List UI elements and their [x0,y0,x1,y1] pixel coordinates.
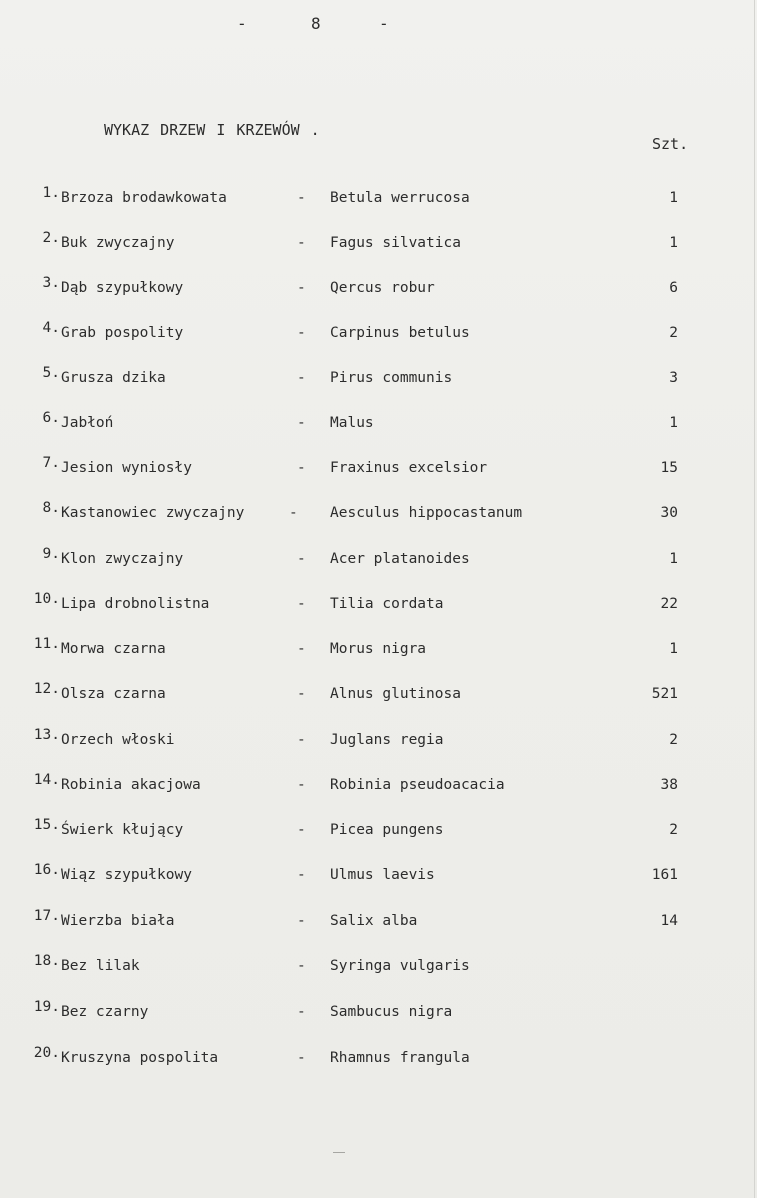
separator-dash: - [289,505,298,521]
latin-name: Fagus silvatica [330,235,461,251]
item-number: 12. [33,681,60,697]
footer-mark [333,1152,345,1153]
separator-dash: - [297,641,306,657]
list-item [0,862,757,891]
separator-dash: - [297,686,306,702]
polish-name: Bez lilak [61,958,140,974]
latin-name: Qercus robur [330,280,435,296]
separator-dash: - [297,370,306,386]
separator-dash: - [297,190,306,206]
polish-name: Klon zwyczajny [61,551,184,567]
separator-dash: - [297,280,306,296]
quantity: 2 [669,325,678,341]
polish-name: Brzoza brodawkowata [61,190,227,206]
latin-name: Aesculus hippocastanum [330,505,523,521]
quantity: 161 [651,867,678,883]
separator-dash: - [297,415,306,431]
list-item [0,275,757,304]
quantity: 38 [660,777,678,793]
latin-name: Robinia pseudoacacia [330,777,505,793]
latin-name: Morus nigra [330,641,427,657]
item-number: 16. [33,862,60,878]
item-number: 11. [33,636,60,652]
polish-name: Buk zwyczajny [61,235,175,251]
latin-name: Betula werrucosa [330,190,470,206]
item-number: 14. [33,772,60,788]
list-item [0,365,757,394]
polish-name: Wiąz szypułkowy [61,867,192,883]
item-number: 5. [42,365,60,381]
list-item [0,320,757,349]
quantity: 3 [669,370,678,386]
item-number: 10. [33,591,60,607]
list-item [0,636,757,665]
separator-dash: - [297,596,306,612]
list-item [0,908,757,937]
list-item [0,546,757,575]
item-number: 4. [42,320,60,336]
separator-dash: - [297,822,306,838]
item-number: 2. [42,230,60,246]
polish-name: Kastanowiec zwyczajny [61,505,245,521]
separator-dash: - [297,460,306,476]
polish-name: Dąb szypułkowy [61,280,184,296]
quantity: 6 [669,280,678,296]
list-item [0,410,757,439]
polish-name: Świerk kłujący [61,822,184,838]
polish-name: Lipa drobnolistna [61,596,210,612]
quantity: 2 [669,822,678,838]
item-number: 7. [42,455,60,471]
separator-dash: - [297,958,306,974]
quantity: 15 [660,460,678,476]
latin-name: Juglans regia [330,732,444,748]
item-number: 8. [42,500,60,516]
polish-name: Grusza dzika [61,370,166,386]
polish-name: Olsza czarna [61,686,166,702]
quantity: 1 [669,641,678,657]
list-item [0,591,757,620]
quantity: 1 [669,551,678,567]
separator-dash: - [297,235,306,251]
list-item [0,772,757,801]
quantity: 521 [651,686,678,702]
polish-name: Bez czarny [61,1004,149,1020]
list-item [0,1045,757,1074]
separator-dash: - [297,1004,306,1020]
polish-name: Robinia akacjowa [61,777,201,793]
polish-name: Jesion wyniosły [61,460,192,476]
list-item [0,999,757,1028]
list-item [0,230,757,259]
list-item [0,681,757,710]
page-number-dash-right: - [379,14,389,33]
item-number: 15. [33,817,60,833]
document-title: WYKAZ DRZEW I KRZEWÓW . [104,121,320,139]
quantity: 1 [669,415,678,431]
latin-name: Acer platanoides [330,551,470,567]
latin-name: Malus [330,415,374,431]
latin-name: Tilia cordata [330,596,444,612]
list-item [0,455,757,484]
page-number: 8 [311,14,321,33]
quantity: 22 [660,596,678,612]
latin-name: Fraxinus excelsior [330,460,488,476]
latin-name: Ulmus laevis [330,867,435,883]
page-number-dash-left: - [237,14,247,33]
separator-dash: - [297,732,306,748]
latin-name: Salix alba [330,913,418,929]
item-number: 20. [33,1045,60,1061]
item-number: 3. [42,275,60,291]
list-item [0,500,757,529]
item-number: 18. [33,953,60,969]
quantity: 2 [669,732,678,748]
quantity: 1 [669,235,678,251]
separator-dash: - [297,325,306,341]
list-item [0,953,757,982]
item-number: 19. [33,999,60,1015]
quantity: 1 [669,190,678,206]
quantity: 14 [660,913,678,929]
latin-name: Carpinus betulus [330,325,470,341]
latin-name: Alnus glutinosa [330,686,461,702]
polish-name: Orzech włoski [61,732,175,748]
item-number: 13. [33,727,60,743]
item-number: 9. [42,546,60,562]
separator-dash: - [297,867,306,883]
latin-name: Picea pungens [330,822,444,838]
quantity: 30 [660,505,678,521]
separator-dash: - [297,913,306,929]
polish-name: Grab pospolity [61,325,184,341]
item-number: 6. [42,410,60,426]
latin-name: Sambucus nigra [330,1004,453,1020]
list-item [0,727,757,756]
polish-name: Jabłoń [61,415,114,431]
item-number: 1. [42,185,60,201]
item-number: 17. [33,908,60,924]
separator-dash: - [297,1050,306,1066]
polish-name: Wierzba biała [61,913,175,929]
latin-name: Syringa vulgaris [330,958,470,974]
list-item [0,817,757,846]
polish-name: Morwa czarna [61,641,166,657]
separator-dash: - [297,777,306,793]
latin-name: Rhamnus frangula [330,1050,470,1066]
separator-dash: - [297,551,306,567]
list-item [0,185,757,214]
quantity-column-header: Szt. [652,135,689,153]
polish-name: Kruszyna pospolita [61,1050,219,1066]
latin-name: Pirus communis [330,370,453,386]
